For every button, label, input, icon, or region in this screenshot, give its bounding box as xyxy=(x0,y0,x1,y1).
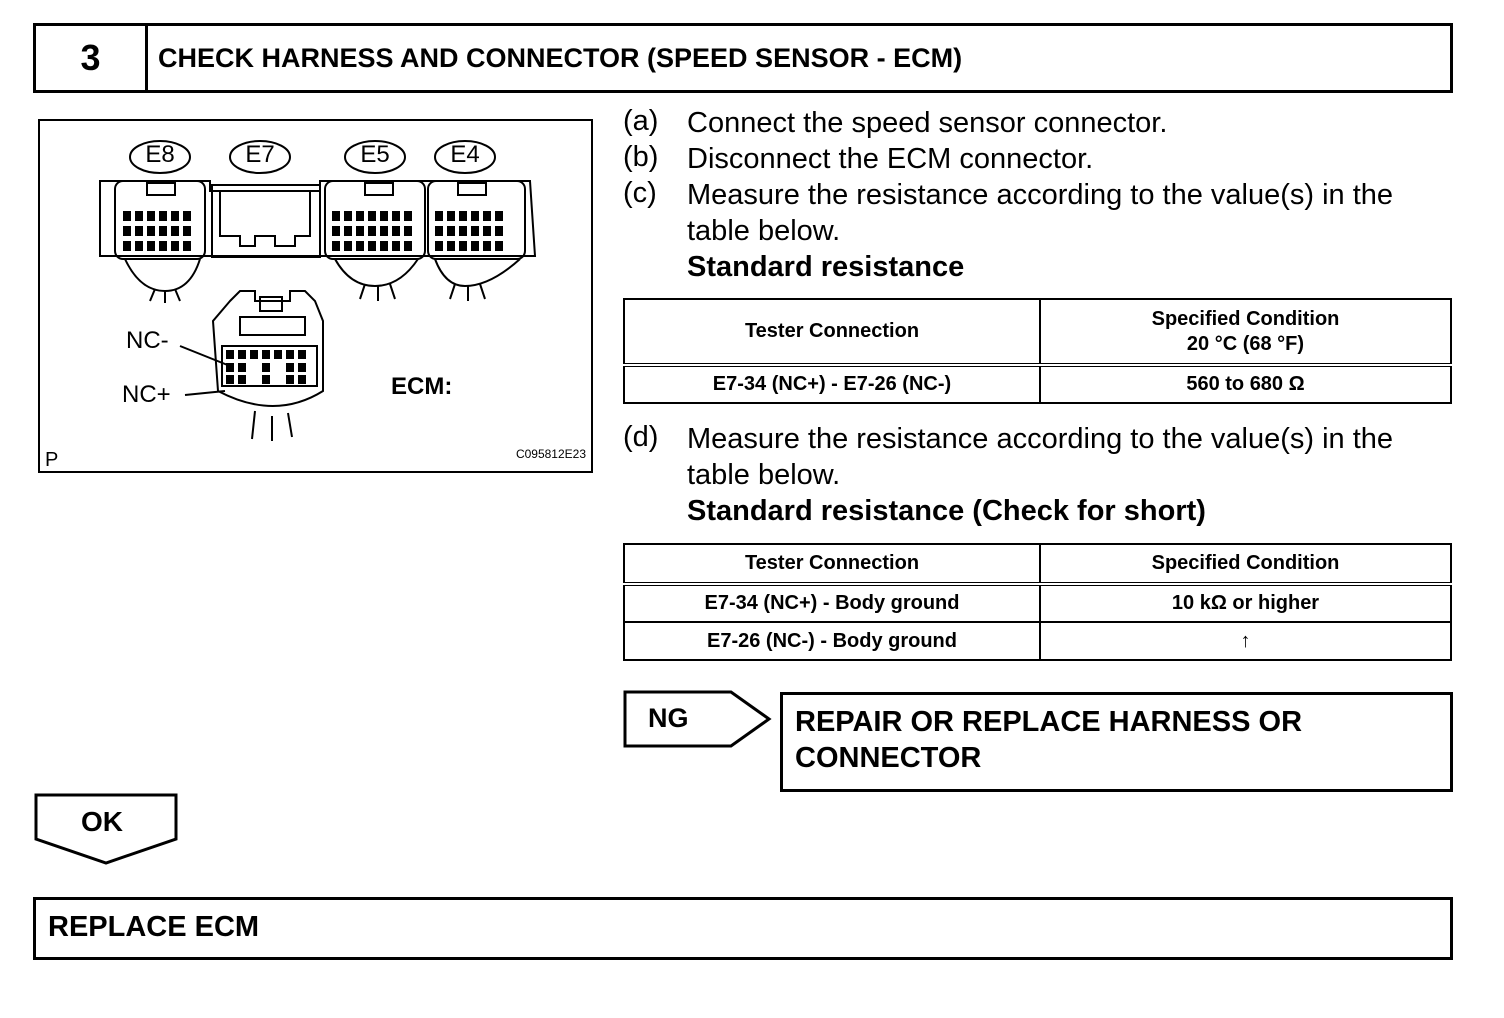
connector-diagram xyxy=(38,119,593,473)
step-b-letter: (b) xyxy=(623,141,659,173)
nc-minus-label: NC- xyxy=(126,327,169,354)
ng-result-text xyxy=(795,704,1355,776)
ng-result-line2: CONNECTOR xyxy=(795,742,982,774)
nc-plus-label: NC+ xyxy=(122,381,171,408)
table-header-row xyxy=(624,299,1451,365)
table-header-cell: Specified Condition xyxy=(1040,544,1451,584)
connector-label-e8: E8 xyxy=(145,141,175,168)
table-header-cell: Tester Connection xyxy=(624,299,1040,365)
step-a-letter: (a) xyxy=(623,105,659,137)
table-cell: E7-34 (NC+) - Body ground xyxy=(624,584,1040,622)
ng-arrow-shape xyxy=(623,689,773,749)
step-d-text-line1: Measure the resistance according to the value(s) in the xyxy=(687,423,1394,455)
table-header-row xyxy=(624,544,1451,584)
connector-label-e4: E4 xyxy=(450,141,480,168)
ng-result-box xyxy=(780,692,1453,792)
table-cell: 10 kΩ or higher xyxy=(1040,584,1451,622)
step-c-letter: (c) xyxy=(623,177,657,209)
ecm-label: ECM: xyxy=(391,373,453,400)
step-number: 3 xyxy=(36,26,148,90)
header-condition: Specified Condition xyxy=(1151,307,1340,330)
figure-corner-label: P xyxy=(45,449,59,471)
step-title: CHECK HARNESS AND CONNECTOR (SPEED SENSOR - ECM) xyxy=(158,42,963,73)
step-d-heading: Standard resistance (Check for short) xyxy=(687,495,1206,527)
ng-result-line1: REPAIR OR REPLACE HARNESS OR xyxy=(795,706,1303,738)
step-c-heading: Standard resistance xyxy=(687,251,965,283)
step-a-text: Connect the speed sensor connector. xyxy=(687,107,1168,139)
table-row xyxy=(624,365,1451,403)
table-cell: E7-26 (NC-) - Body ground xyxy=(624,622,1040,660)
step-c-text-line1: Measure the resistance according to the value(s) in the xyxy=(687,179,1394,211)
step-d-letter: (d) xyxy=(623,421,659,453)
step-d-text-line2: table below. xyxy=(687,459,841,491)
ok-result-box xyxy=(33,897,1453,960)
resistance-table xyxy=(623,298,1452,404)
table-row xyxy=(624,584,1451,622)
short-check-table xyxy=(623,543,1452,661)
header-temperature: 20 °C (68 °F) xyxy=(1186,332,1305,355)
ecm-connector-drawing xyxy=(40,121,595,475)
step-b-text: Disconnect the ECM connector. xyxy=(687,143,1094,175)
table-header-cell: Tester Connection xyxy=(624,544,1040,584)
table-row xyxy=(624,622,1451,660)
table-header-cell xyxy=(1040,299,1451,365)
ok-label: OK xyxy=(81,806,123,837)
ok-result-text: REPLACE ECM xyxy=(48,911,260,943)
connector-label-e7: E7 xyxy=(245,141,275,168)
table-cell: 560 to 680 Ω xyxy=(1040,365,1451,403)
step-c-text-line2: table below. xyxy=(687,215,841,247)
figure-code: C095812E23 xyxy=(515,447,586,461)
ng-label: NG xyxy=(648,703,689,733)
step-header xyxy=(33,23,1453,93)
connector-label-e5: E5 xyxy=(360,141,390,168)
table-cell: ↑ xyxy=(1040,622,1451,660)
table-cell: E7-34 (NC+) - E7-26 (NC-) xyxy=(624,365,1040,403)
